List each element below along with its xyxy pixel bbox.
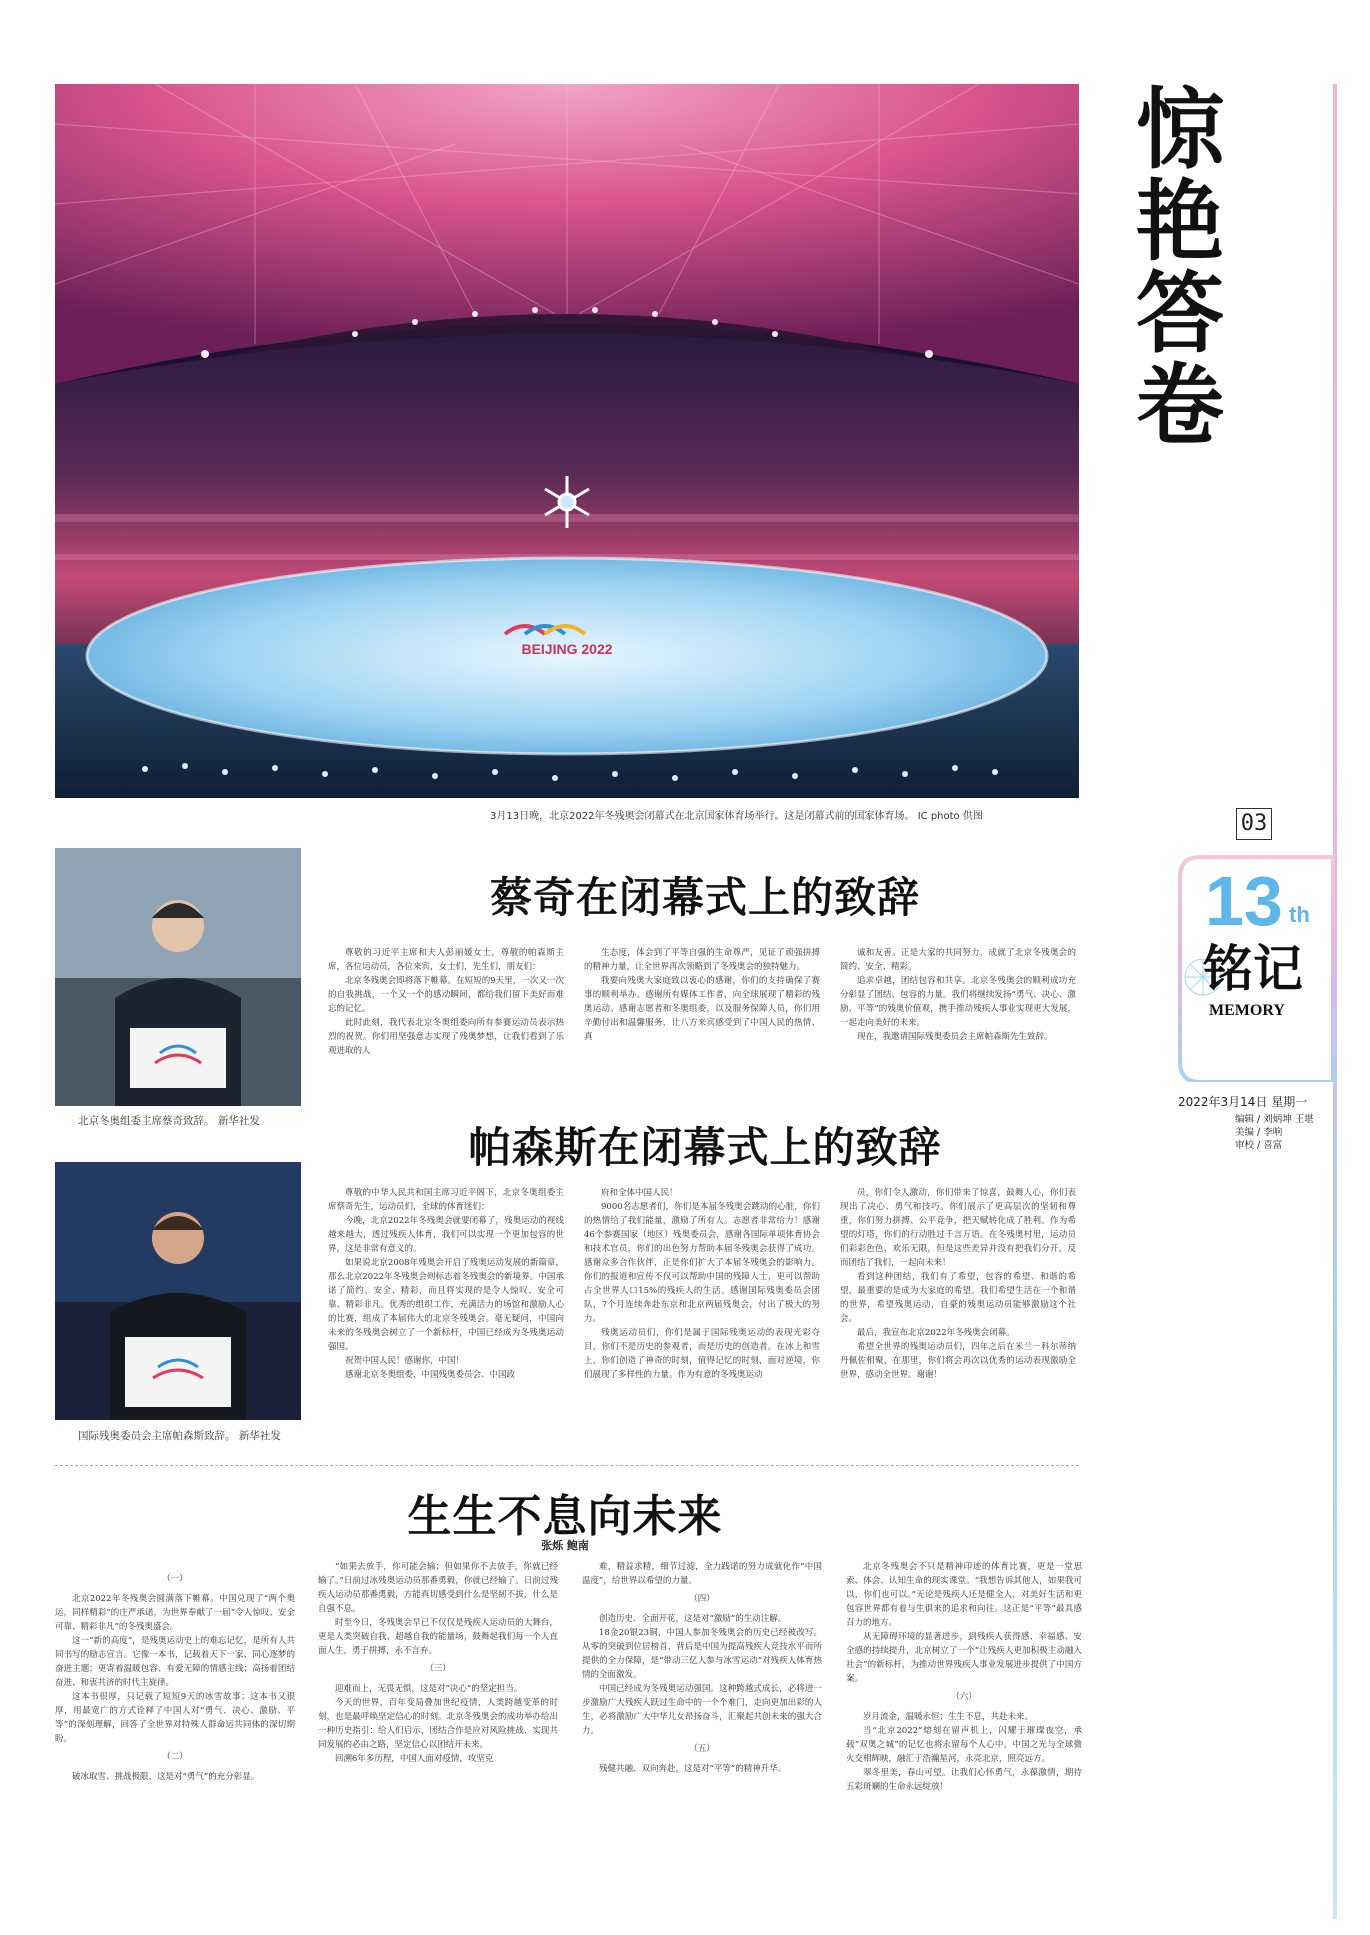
hero-photo-stadium xyxy=(55,84,1079,798)
article1-column-1 xyxy=(328,946,564,1081)
badge-subtitle: MEMORY xyxy=(1209,1002,1285,1019)
badge-number: 13 xyxy=(1205,862,1283,940)
section-number: （六） xyxy=(951,1692,977,1702)
issue-date: 2022年3月14日 星期一 xyxy=(1178,1095,1308,1109)
photo-parsons xyxy=(55,1162,301,1420)
paragraph: 回溯6年多历程，中国人面对疫情，攻坚克 xyxy=(335,1754,494,1764)
paragraph: 创造历史、全面开花，这是对“激励”的生动注解。 xyxy=(599,1614,787,1624)
photo-caption-parsons: 国际残奥委员会主席帕森斯致辞。 新华社发 xyxy=(78,1430,281,1442)
article2-column-3 xyxy=(840,1186,1076,1436)
section-number: （四） xyxy=(689,1594,715,1604)
paragraph: 北京冬残奥会即将落下帷幕。在短短的9天里，一次又一次的自我挑战，一个又一个的感动瞬间，都给我们留下美好而难忘的记忆。 xyxy=(328,976,564,1014)
paragraph: 迎难而上，无畏无惧，这是对“决心”的坚定担当。 xyxy=(335,1684,523,1694)
paragraph: 18金20银23铜，中国人参加冬残奥会的历史已经被改写。从零的突破到位居榜首，背后是中国为提高残疾人竞技水平而所提供的全力保障，是“带动三亿人参与冰雪运动”对残疾人体育热情的全面激发。 xyxy=(582,1628,822,1680)
photo-caption-caiqi: 北京冬奥组委主席蔡奇致辞。 新华社发 xyxy=(78,1115,260,1127)
paragraph: 祝贺中国人民！感谢你，中国！ xyxy=(345,1356,465,1366)
page-number: 03 xyxy=(1236,808,1272,840)
section-number: （五） xyxy=(689,1744,715,1754)
section-number: （二） xyxy=(162,1752,188,1762)
paragraph: 时至今日，冬残奥会早已不仅仅是残疾人运动员的大舞台，更是人类突破自我、超越自我的能量场，鼓舞起我们每一个人直面人生，勇于拼搏，永不言弃。 xyxy=(318,1618,558,1656)
badge-suffix: th xyxy=(1289,902,1310,927)
paragraph: 破冰取雪、挑战极限，这是对“勇气”的充分彰显。 xyxy=(72,1772,260,1782)
hero-caption: 3月13日晚，北京2022年冬残奥会闭幕式在北京国家体育场举行。这是闭幕式前的国家体育场。 IC photo 供图 xyxy=(490,811,983,822)
paragraph: 看到这种团结，我们有了希望，包容的希望、和谐的希望，最重要的是成为大家庭的希望。我们希望生活在一个和谐的世界，希望残奥运动，自豪的残奥运动员能够激励这个社会。 xyxy=(840,1272,1076,1324)
paragraph: 现在，我邀请国际残奥委员会主席帕森斯先生致辞。 xyxy=(857,1032,1053,1042)
paragraph: 当“北京2022”熔刻在留声机上，闪耀于璀璨夜空，承载“双奥之城”的记忆也将永留每个人心中。中国之光与全球微火交相辉映，融汇于浩瀚星河，永亮北京，照亮远方。 xyxy=(846,1726,1082,1764)
article3-byline: 张烁 鲍南 xyxy=(541,1539,589,1552)
credit-proofreader: 审校 / 喜富 xyxy=(1235,1140,1283,1151)
article2-title: 帕森斯在闭幕式上的致辞 xyxy=(468,1123,942,1172)
article3-column-3 xyxy=(582,1560,822,1918)
badge-title: 铭记 xyxy=(1203,940,1303,998)
article1-column-3 xyxy=(840,946,1076,1081)
paragraph: 追求卓越，团结包容和共享。北京冬残奥会的顺利成功充分彰显了团结、包容的力量。我们将继续发扬“勇气、决心、激励、平等”的残奥价值观，携手推动残疾人事业实现更大发展，一起走向美好的未来。 xyxy=(840,976,1076,1028)
paragraph: 岁月流金，温暖永恒；生生不息，共赴未来。 xyxy=(863,1712,1034,1722)
paragraph: 诚和友善。正是大家的共同努力，成就了北京冬残奥会的简约、安全、精彩。 xyxy=(840,948,1076,972)
article3-title: 生生不息向未来 xyxy=(407,1491,723,1542)
article2-column-2 xyxy=(584,1186,820,1436)
paragraph: 残奥运动员们，你们是属于国际残奥运动的表现光彩夺目，你们不是历史的参观者，而是历史的创造者。在冰上和雪上，你们创造了神奇的时刻，值得记忆的时刻，面对逆境，你们展现了多样性的力量。作为有意的冬残奥运动 xyxy=(584,1328,820,1380)
article3-column-2 xyxy=(318,1560,558,1918)
paragraph: 残健共融、双向奔赴，这是对“平等”的精神升华。 xyxy=(599,1764,787,1774)
paragraph: 北京冬残奥会不只是精神印迹的体育比赛，更是一堂思索、体会、认知生命的现实课堂。“我想告诉其他人，如果我可以，你们也可以。”无论是残疾人还是健全人，对美好生活和更包容世界都有着与生俱来的追求和向往。这正是“平等”最具感召力的地方。 xyxy=(846,1562,1082,1628)
logo-text: BEIJING 2022 xyxy=(521,641,613,657)
paragraph: 9000名志愿者们，你们是本届冬残奥会跳动的心脏，你们的热情给了我们能量，激励了所有人。志愿者非常给力！感谢46个参赛国家（地区）残奥委员会，感谢各国际单项体育协会和技术官员，你们的出色努力帮助本届冬残奥会获得了成功。感谢众多合作伙伴，正是你们扩大了本届冬残奥会的影响力。你们的报道和宣传不仅可以帮助中国的残障人士，更可以帮助占全世界人口15%的残疾人的生活。感谢国际残奥委员会团队，7个月连续奔赴东京和北京两届残奥会，付出了极大的努力。 xyxy=(584,1202,820,1324)
paragraph: 员，你们令人激动，你们带来了惊喜，鼓舞人心，你们表现出了决心、勇气和技巧。你们展示了更高层次的坚韧和尊重，你们努力拼搏、公平竞争，把天赋转化成了胜利。作为希望的灯塔，你们的行动胜过千言万语。在冬残奥村里，运动员们彩彩色色，欢乐无限，但是这些差异并没有把我们分开，反而团结了我们，一起向未来！ xyxy=(840,1188,1076,1268)
credit-designer: 美编 / 李响 xyxy=(1235,1127,1283,1138)
paragraph: 中国已经成为冬残奥运动强国。这种跨越式成长，必将进一步激励广大残疾人跃过生命中的一个个难门，走向更加出彩的人生，必将激励广大中华儿女昂扬奋斗，汇聚起共创未来的强大合力。 xyxy=(582,1684,822,1736)
paragraph: 从无障碍环境的显著进步，到残疾人获得感、幸福感、安全感的持续提升，北京树立了一个“让残疾人更加积极主动融入社会”的新标杆，为推动世界残疾人事业发展进步提供了中国方案。 xyxy=(846,1632,1082,1684)
page-headline: 惊艳答卷 xyxy=(1135,78,1224,457)
section-number: （三） xyxy=(425,1664,451,1674)
paragraph: 最后，我宣布北京2022年冬残奥会闭幕。 xyxy=(857,1328,1015,1338)
credit-editor: 编辑 / 刘炳坤 王堪 xyxy=(1235,1114,1314,1125)
paragraph: “如果去放手，你可能会输；但如果你不去放手，你就已经输了。”日前过冰残奥运动员那番勇毅，你就已经输了。日前过残疾人运动员那番勇毅，方能真切感受到什么是坚韧不拔，什么是自强不息。 xyxy=(318,1562,558,1614)
paragraph: 如果说北京2008年残奥会开启了残奥运动发展的新篇章，那么北京2022年冬残奥会则标志着冬残奥会的新境界。中国承诺了简约、安全、精彩，而且将实现的是令人惊叹、安全可靠、精彩非凡。优秀的组织工作，充满活力的场馆和激励人心的比赛，组成了本届伟大的北京冬残奥会。毫无疑问，中国向未来的冬残奥会树立了一个新标杆，中国已经成为冬残奥运动强国。 xyxy=(328,1258,564,1352)
paragraph: 尊敬的中华人民共和国主席习近平阁下，北京冬奥组委主席蔡奇先生，运动员们，全球的体育迷们： xyxy=(328,1188,564,1212)
memory-badge xyxy=(1175,852,1335,1082)
article1-column-2 xyxy=(584,946,820,1081)
paragraph: 难，精益求精，细节过滤，全力践诺的努力成就化作“中国温度”，给世界以希望的力量。 xyxy=(582,1562,822,1586)
article3-column-4 xyxy=(846,1560,1082,1918)
paragraph: 这本书很厚，只记载了短短9天的冰雪故事；这本书又很厚，用最宽广的方式诠释了中国人对“勇气、决心、激励、平等”的深刻理解，回答了全世界对特殊人群命运共同体的深切期盼。 xyxy=(55,1692,295,1744)
section-divider xyxy=(55,1465,1079,1466)
paragraph: 今天的世界，百年变局叠加世纪疫情，人类跨越变革的时刻，也是最呼唤坚定信心的时刻。北京冬残奥会的成功举办给出一种历史指引：给人们启示，团结合作是应对风险挑战、实现共同发展的必由之路，坚定信心以团结开未来。 xyxy=(318,1698,558,1750)
paragraph: 今晚，北京2022年冬残奥会就要闭幕了，残奥运动的视线越来越大，透过残疾人体育，我们可以实现一个更加包容的世界，这是非常有意义的。 xyxy=(328,1216,564,1254)
paragraph: 希望全世界的残奥运动员们，四年之后在米兰－科尔蒂纳丹佩佐相聚，在那里，你们将会再次以优秀的运动表现激励全世界，感动全世界。谢谢！ xyxy=(840,1342,1076,1380)
section-number: （一） xyxy=(162,1574,188,1584)
paragraph: 府和全体中国人民！ xyxy=(601,1188,678,1198)
article2-column-1 xyxy=(328,1186,564,1436)
paragraph: 尊敬的习近平主席和夫人彭丽媛女士，尊敬的帕森斯主席，各位运动员，各位来宾，女士们，先生们，朋友们： xyxy=(328,948,564,972)
paragraph: 北京2022年冬残奥会圆满落下帷幕。中国兑现了“两个奥运，同样精彩”的庄严承诺，为世界奉献了一届“令人惊叹、安全可靠、精彩非凡”的冬残奥盛会。 xyxy=(55,1594,295,1632)
paragraph: 生态度，体会到了平等自强的生命尊严，见证了顽强拼搏的精神力量，让全世界再次领略到了冬残奥会的独特魅力。 xyxy=(584,948,820,972)
paragraph: 此时此刻，我代表北京冬奥组委向所有参赛运动员表示热烈的祝贺。你们用坚强意志实现了残奥梦想，让我们看到了乐观进取的人 xyxy=(328,1018,564,1056)
paragraph: 这一“新的高度”，是残奥运动史上的难忘记忆，是所有人共同书写的励志宣言。它像一本书，记载着天下一家、同心逐梦的奋进主题；更寄着温暖包容、有爱无障的情感主线；高扬着团结奋进、和衷共济的时代主旋律。 xyxy=(55,1636,295,1688)
paragraph: 翠冬里美，春山可望。让我们心怀勇气，永葆激情，期待五彩斑斓的生命永远绽放！ xyxy=(846,1768,1082,1792)
paragraph: 感谢北京冬奥组委、中国残奥委员会、中国政 xyxy=(345,1370,516,1380)
article1-title: 蔡奇在闭幕式上的致辞 xyxy=(489,873,920,922)
paragraph: 我要向残奥大家庭致以衷心的感谢，你们的支持确保了赛事的顺利举办。感谢所有媒体工作者，向全球展现了精彩的残奥运动。感谢志愿者和冬奥组委，以及服务保障人员，你们用辛勤付出和温馨服务，让八方来宾感受到了中国人民的热情、真 xyxy=(584,976,820,1042)
photo-caiqi xyxy=(55,848,301,1106)
article3-column-1 xyxy=(55,1568,295,1918)
